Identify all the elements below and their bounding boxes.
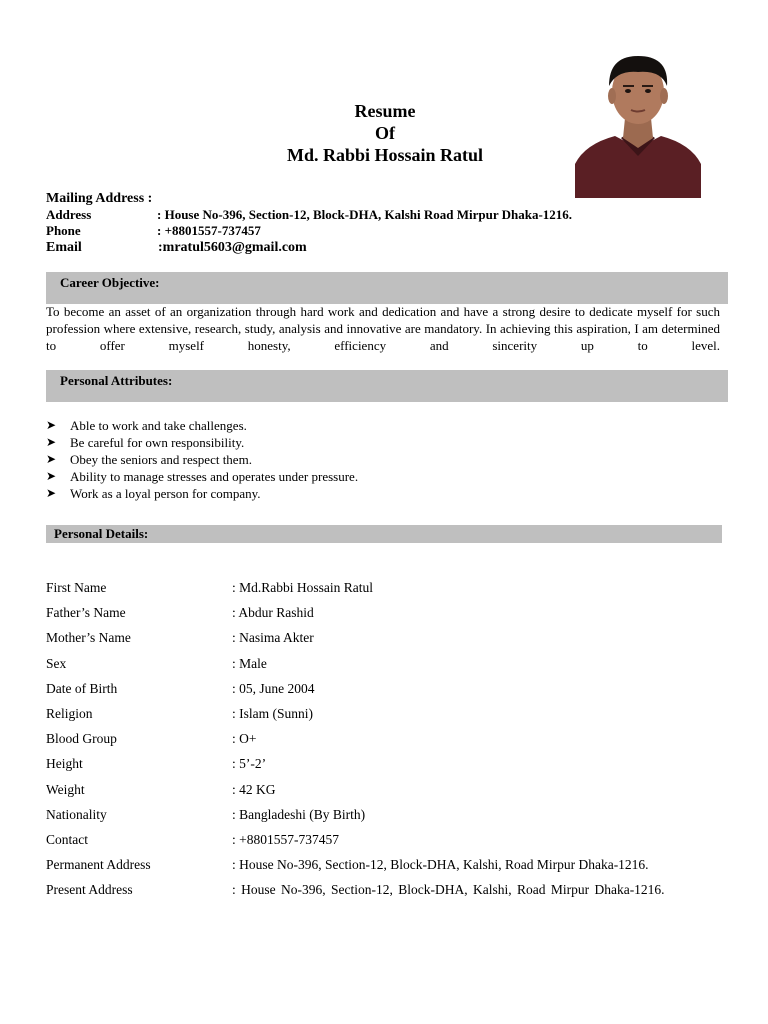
email-row (46, 239, 736, 257)
detail-label: Blood Group (46, 731, 117, 747)
detail-label: Height (46, 756, 83, 772)
attribute-text: Work as a loyal person for company. (70, 486, 261, 501)
mailing-address-heading: Mailing Address : (46, 191, 153, 206)
detail-label: Sex (46, 655, 67, 671)
attributes-list (46, 417, 706, 502)
phone-label: Phone (46, 223, 81, 238)
detail-row (46, 729, 736, 754)
detail-value: : Bangladeshi (By Birth) (232, 806, 366, 822)
detail-row (46, 830, 736, 855)
profile-photo (575, 52, 701, 198)
phone-value: : +8801557-737457 (157, 223, 261, 238)
arrowhead-bullet-icon: ➤ (46, 418, 57, 432)
detail-value: : 42 KG (232, 781, 276, 797)
detail-value: : 5’-2’ (232, 756, 267, 772)
detail-label: Present Address (46, 882, 133, 898)
list-item (46, 417, 706, 434)
detail-label: Weight (46, 781, 85, 797)
list-item (46, 451, 706, 468)
phone-row (46, 223, 736, 239)
personal-attributes-heading: Personal Attributes: (46, 370, 728, 402)
attribute-text: Able to work and take challenges. (70, 418, 247, 433)
detail-row (46, 754, 736, 779)
attribute-text: Ability to manage stresses and operates under pressure. (70, 469, 359, 484)
detail-row (46, 855, 736, 880)
address-row (46, 207, 736, 223)
mailing-address-block (46, 190, 736, 257)
personal-details-table (46, 578, 736, 905)
detail-value: : Islam (Sunni) (232, 705, 313, 721)
personal-details-heading: Personal Details: (46, 525, 722, 543)
detail-row (46, 679, 736, 704)
arrowhead-bullet-icon: ➤ (46, 486, 57, 500)
detail-row (46, 880, 736, 905)
career-objective-heading: Career Objective: (46, 272, 728, 304)
detail-value: : Abdur Rashid (232, 605, 314, 621)
career-objective-text: To become an asset of an organization through hard work and dedication and have a strong desire to dedicate myself for such profession where extensive, research, study, analysis and innovative are mandatory. In achieving this aspiration, I am determined to offer myself honesty, efficiency and sincerity up to level. (46, 304, 720, 353)
detail-value: : +8801557-737457 (232, 831, 339, 847)
detail-value: : House No-396, Section-12, Block-DHA, Kalshi, Road Mirpur Dhaka-1216. (232, 882, 665, 898)
detail-label: First Name (46, 580, 107, 595)
detail-value: : Nasima Akter (232, 630, 314, 646)
list-item (46, 468, 706, 485)
arrowhead-bullet-icon: ➤ (46, 435, 57, 449)
detail-label: Date of Birth (46, 680, 118, 696)
attribute-text: Obey the seniors and respect them. (70, 452, 252, 467)
detail-row (46, 628, 736, 653)
detail-label: Mother’s Name (46, 630, 131, 646)
detail-value: : 05, June 2004 (232, 680, 315, 696)
detail-value: : O+ (232, 731, 257, 747)
detail-label: Contact (46, 831, 88, 847)
email-value: :mratul5603@gmail.com (158, 240, 307, 255)
detail-row (46, 805, 736, 830)
detail-label: Nationality (46, 806, 107, 822)
list-item (46, 485, 706, 502)
detail-label: Permanent Address (46, 857, 151, 873)
address-label: Address (46, 207, 92, 222)
detail-value: : Md.Rabbi Hossain Ratul (232, 580, 373, 595)
profile-photo-icon (575, 52, 701, 198)
list-item (46, 434, 706, 451)
email-label: Email (46, 240, 82, 255)
detail-label: Father’s Name (46, 605, 126, 621)
candidate-name: Md. Rabbi Hossain Ratul (286, 145, 484, 165)
detail-value: : House No-396, Section-12, Block-DHA, Kalshi, Road Mirpur Dhaka-1216. (232, 857, 649, 873)
detail-row (46, 654, 736, 679)
arrowhead-bullet-icon: ➤ (46, 452, 57, 466)
detail-label: Religion (46, 705, 93, 721)
title-line-of: Of (375, 123, 395, 143)
detail-row (46, 780, 736, 805)
resume-title (220, 100, 550, 166)
detail-row (46, 578, 736, 603)
arrowhead-bullet-icon: ➤ (46, 469, 57, 483)
detail-row (46, 603, 736, 628)
title-line-resume: Resume (354, 101, 416, 121)
detail-value: : Male (232, 655, 267, 671)
attribute-text: Be careful for own responsibility. (70, 435, 245, 450)
address-value: : House No-396, Section-12, Block-DHA, Kalshi Road Mirpur Dhaka-1216. (157, 207, 573, 222)
detail-row (46, 704, 736, 729)
